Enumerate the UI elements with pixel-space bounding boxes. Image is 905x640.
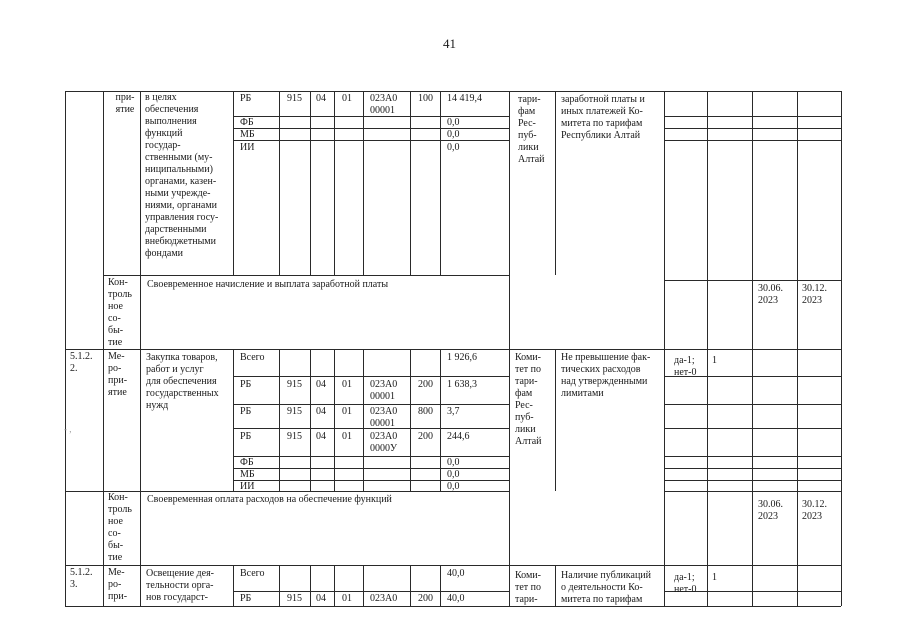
subsection-code: 01: [342, 431, 352, 442]
subsection-code: 01: [342, 379, 352, 390]
table-rule: [65, 91, 66, 606]
funding-source: ФБ: [240, 117, 254, 128]
table-rule: [233, 468, 509, 469]
table-rule: [841, 91, 842, 606]
table-rule: [555, 349, 556, 491]
expense-type-code: 200: [418, 593, 433, 604]
activity-name: Закупка товаров, работ и услуг для обеспечения государственных нужд: [146, 352, 219, 411]
table-rule: [233, 480, 509, 481]
target-article-code: 023А0 0000У: [370, 431, 398, 454]
table-rule: [310, 91, 311, 275]
funding-source: ИИ: [240, 142, 255, 153]
amount-value: 1 926,6: [447, 352, 477, 363]
table-rule: [233, 565, 234, 606]
table-rule: [410, 565, 411, 606]
expense-type-code: 200: [418, 379, 433, 390]
table-rule: [555, 91, 556, 275]
table-rule: [233, 349, 234, 491]
table-rule: [233, 456, 509, 457]
table-rule: [440, 349, 441, 491]
table-rule: [440, 565, 441, 606]
table-rule: [65, 349, 841, 350]
measure-unit: да-1; нет-0: [674, 355, 697, 378]
section-code: 04: [316, 406, 326, 417]
executor-name: тари- фам Рес- пуб- лики Алтай: [518, 94, 545, 165]
table-rule: [140, 91, 141, 606]
table-rule: [707, 91, 708, 606]
table-rule: [103, 91, 104, 606]
target-article-code: 023А0 00001: [370, 406, 398, 429]
table-rule: [440, 91, 441, 275]
table-rule: [310, 565, 311, 606]
table-rule: [410, 349, 411, 491]
section-code: 04: [316, 431, 326, 442]
funding-source: РБ: [240, 93, 252, 104]
subsection-code: 01: [342, 93, 352, 104]
expense-type-code: 200: [418, 431, 433, 442]
subsection-code: 01: [342, 406, 352, 417]
funding-source: РБ: [240, 593, 252, 604]
target-article-code: 023А0 00001: [370, 379, 398, 402]
activity-name: Освещение дея- тельности орга- нов государст-: [146, 568, 214, 603]
table-rule: [310, 349, 311, 491]
section-code: 04: [316, 379, 326, 390]
table-rule: [233, 140, 509, 141]
table-rule: [233, 91, 234, 275]
table-rule: [65, 565, 841, 566]
funding-source: ФБ: [240, 457, 254, 468]
table-rule: [279, 349, 280, 491]
amount-value: 244,6: [447, 431, 470, 442]
amount-value: 0,0: [447, 469, 460, 480]
target-value: 1: [712, 355, 717, 366]
table-rule: [363, 91, 364, 275]
control-event-label: Кон- троль ное со- бы- тие: [108, 277, 132, 348]
funding-source: МБ: [240, 129, 255, 140]
subsection-code: 01: [342, 593, 352, 604]
indicator-text: Не превышение фак- тических расходов над утвержденными лимитами: [561, 352, 651, 399]
page-number: 41: [443, 36, 456, 51]
funding-source: Всего: [240, 568, 265, 579]
activity-type-label: Ме- ро- при-: [108, 567, 128, 602]
funding-source: Всего: [240, 352, 265, 363]
indicator-text: Наличие публикаций о деятельности Ко- митета по тарифам: [561, 570, 652, 605]
grbs-code: 915: [287, 406, 302, 417]
table-rule: [334, 565, 335, 606]
table-rule: [279, 91, 280, 275]
activity-name: в целях обеспечения выполнения функций государ- ственными (му- ниципальными) органами, казен- ными учрежде- ниями, органами управления госу- дарственными внебюджетными фондами: [145, 92, 219, 259]
table-rule: [664, 91, 665, 606]
control-date-start: 30.06. 2023: [758, 283, 783, 306]
amount-value: 0,0: [447, 481, 460, 492]
section-code: 04: [316, 93, 326, 104]
expense-type-code: 800: [418, 406, 433, 417]
table-rule: [509, 91, 510, 606]
table-rule: [410, 91, 411, 275]
amount-value: 14 419,4: [447, 93, 482, 104]
indicator-text: заработной платы и иных платежей Ко- митета по тарифам Республики Алтай: [561, 94, 645, 141]
table-rule: [334, 349, 335, 491]
item-number: 5.1.2. 2.: [70, 351, 93, 374]
funding-source: РБ: [240, 406, 252, 417]
scan-artifact: - ,: [64, 424, 72, 434]
table-rule: [233, 404, 509, 405]
grbs-code: 915: [287, 93, 302, 104]
table-rule: [279, 565, 280, 606]
executor-name: Коми- тет по тари-: [515, 570, 542, 605]
table-rule: [103, 275, 509, 276]
amount-value: 0,0: [447, 117, 460, 128]
funding-source: РБ: [240, 379, 252, 390]
control-date-start: 30.06. 2023: [758, 499, 783, 522]
table-rule: [334, 91, 335, 275]
grbs-code: 915: [287, 431, 302, 442]
grbs-code: 915: [287, 379, 302, 390]
table-rule: [555, 565, 556, 606]
amount-value: 40,0: [447, 568, 465, 579]
amount-value: 40,0: [447, 593, 465, 604]
activity-type-label: при- ятие: [115, 92, 135, 115]
table-rule: [797, 91, 798, 606]
table-rule: [233, 128, 509, 129]
amount-value: 0,0: [447, 457, 460, 468]
grbs-code: 915: [287, 593, 302, 604]
amount-value: 3,7: [447, 406, 460, 417]
control-event-label: Кон- троль ное со- бы- тие: [108, 492, 132, 563]
target-value: 1: [712, 572, 717, 583]
funding-source: МБ: [240, 469, 255, 480]
activity-type-label: Ме- ро- при- ятие: [108, 351, 128, 398]
table-rule: [65, 606, 841, 607]
control-date-end: 30.12. 2023: [802, 499, 827, 522]
amount-value: 1 638,3: [447, 379, 477, 390]
control-date-end: 30.12. 2023: [802, 283, 827, 306]
amount-value: 0,0: [447, 129, 460, 140]
executor-name: Коми- тет по тари- фам Рес- пуб- лики Алтай: [515, 352, 542, 447]
item-number: 5.1.2. 3.: [70, 567, 93, 590]
table-rule: [363, 349, 364, 491]
expense-type-code: 100: [418, 93, 433, 104]
table-rule: [233, 591, 509, 592]
control-event-text: Своевременное начисление и выплата заработной платы: [147, 279, 389, 290]
target-article-code: 023А0 00001: [370, 93, 398, 116]
table-rule: [752, 91, 753, 606]
section-code: 04: [316, 593, 326, 604]
table-rule: [233, 376, 509, 377]
amount-value: 0,0: [447, 142, 460, 153]
funding-source: РБ: [240, 431, 252, 442]
target-article-code: 023А0: [370, 593, 398, 604]
control-event-text: Своевременная оплата расходов на обеспечение функций: [147, 494, 392, 505]
funding-source: ИИ: [240, 481, 255, 492]
measure-unit: да-1; нет-0: [674, 572, 697, 595]
table-rule: [363, 565, 364, 606]
